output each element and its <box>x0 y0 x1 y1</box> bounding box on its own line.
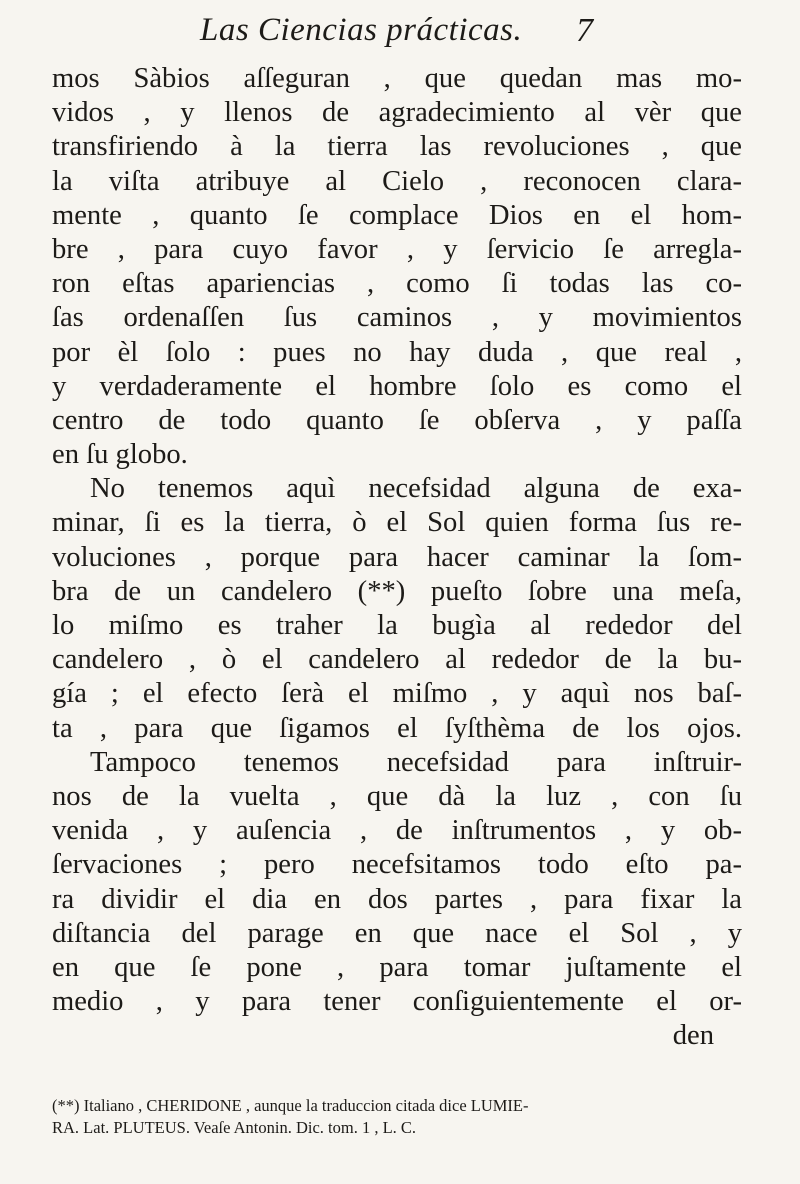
text-line: Tampoco tenemos necefsidad para inſtruir- <box>90 746 742 778</box>
page-number: 7 <box>576 12 593 49</box>
text-line: medio , y para tener conſiguientemente el or- <box>52 986 742 1018</box>
text-line: diſtancia del parage en que nace el Sol , y <box>52 917 742 949</box>
text-line: ron eſtas apariencias , como ſi todas las co- <box>52 268 742 300</box>
text-line: la viſta atribuye al Cielo , reconocen clara- <box>52 165 742 197</box>
text-line: mos Sàbios aſſeguran , que quedan mas mo- <box>52 63 742 94</box>
running-title: Las Ciencias prácticas. <box>200 12 523 48</box>
footnote-line: (**) Italiano , CHERIDONE , aunque la traduccion citada dice LUMIE- <box>52 1096 529 1115</box>
catchword: den <box>672 1020 714 1052</box>
text-line: ſervaciones ; pero necefsitamos todo eſto pa- <box>52 849 742 881</box>
text-line: bre , para cuyo favor , y ſervicio ſe arregla- <box>52 233 742 265</box>
text-line: transfiriendo à la tierra las revoluciones , que <box>52 131 742 163</box>
text-line: minar, ſi es la tierra, ò el Sol quien forma ſus re- <box>52 507 742 539</box>
text-line: vidos , y llenos de agradecimiento al vèr que <box>52 97 742 129</box>
body-text <box>52 62 742 1053</box>
page-header <box>200 12 620 60</box>
text-line: ta , para que ſigamos el ſyſthèma de los ojos. <box>52 712 742 744</box>
text-line: en que ſe pone , para tomar juſtamente el <box>52 951 742 983</box>
text-line: en ſu globo. <box>52 439 188 471</box>
text-line: No tenemos aquì necefsidad alguna de exa- <box>90 473 742 505</box>
text-line: mente , quanto ſe complace Dios en el hom- <box>52 199 742 231</box>
text-line: y verdaderamente el hombre ſolo es como el <box>52 370 742 402</box>
text-line: centro de todo quanto ſe obſerva , y paſſa <box>52 404 742 436</box>
text-line: gía ; el efecto ſerà el miſmo , y aquì nos baſ- <box>52 678 742 710</box>
text-line: ra dividir el dia en dos partes , para fixar la <box>52 883 742 915</box>
text-line: ſas ordenaſſen ſus caminos , y movimientos <box>52 302 742 334</box>
footnote <box>52 1095 752 1139</box>
text-line: por èl ſolo : pues no hay duda , que real , <box>52 336 742 368</box>
text-line: voluciones , porque para hacer caminar la ſom- <box>52 541 742 573</box>
text-line: nos de la vuelta , que dà la luz , con ſu <box>52 780 742 812</box>
text-line: lo miſmo es traher la bugìa al rededor del <box>52 610 742 641</box>
text-line: venida , y auſencia , de inſtrumentos , y ob- <box>52 815 742 847</box>
text-line: candelero , ò el candelero al rededor de la bu- <box>52 644 742 676</box>
footnote-line: RA. Lat. PLUTEUS. Veaſe Antonin. Dic. tom. 1 , L. C. <box>52 1118 417 1137</box>
text-line: bra de un candelero (**) pueſto ſobre una meſa, <box>52 575 742 607</box>
